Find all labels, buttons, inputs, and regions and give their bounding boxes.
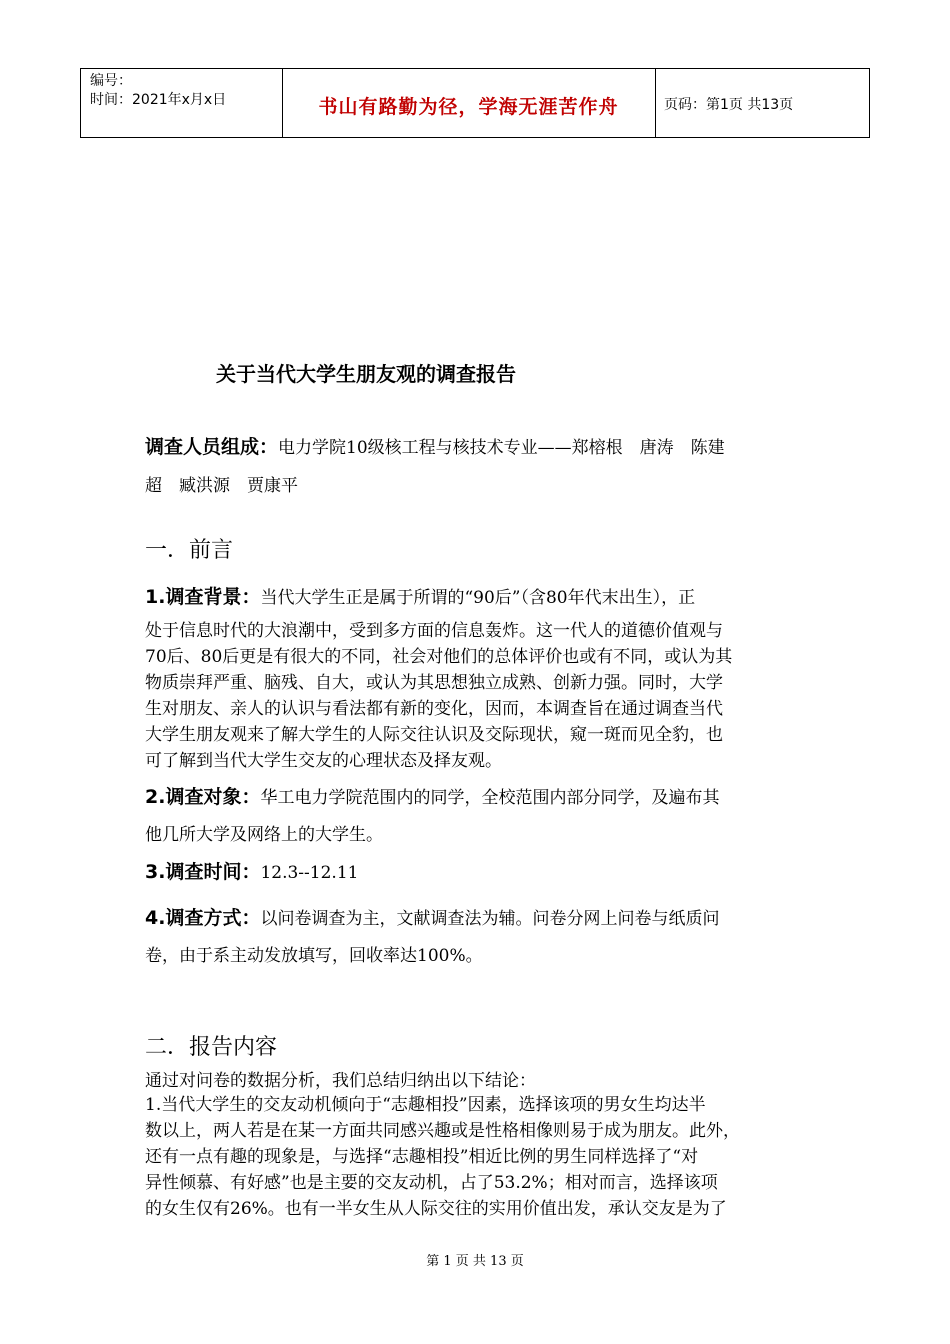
content-line: 还有一点有趣的现象是，与选择“志趣相投”相近比例的男生同样选择了“对 [145, 1147, 699, 1167]
header-divider [655, 69, 656, 137]
members-text-line1: 电力学院10级核工程与核技术专业——郑榕根 唐涛 陈建 [278, 438, 725, 458]
object-paragraph [145, 783, 810, 845]
members-block [145, 432, 810, 496]
header-divider [869, 69, 870, 137]
background-line: 生对朋友、亲人的认识与看法都有新的变化，因而，本调查旨在通过调查当代 [145, 699, 723, 719]
members-text-line2: 超 臧洪源 贾康平 [145, 476, 298, 496]
background-line: 70后、80后更是有很大的不同，社会对他们的总体评价也或有不同，或认为其 [145, 647, 733, 667]
method-label: 4.调查方式： [145, 907, 261, 929]
section-heading-content: 二．报告内容 [145, 1035, 278, 1060]
method-paragraph [145, 904, 810, 966]
background-paragraph [145, 583, 810, 774]
object-second-line: 他几所大学及网络上的大学生。 [145, 825, 383, 845]
header-divider [80, 69, 81, 137]
content-line: 异性倾慕、有好感”也是主要的交友动机，占了53.2%；相对而言，选择该项 [145, 1173, 718, 1193]
background-line: 可了解到当代大学生交友的心理状态及择友观。 [145, 751, 502, 771]
page-footer: 第 1 页 共 13 页 [426, 1254, 524, 1269]
time-label: 3.调查时间： [145, 861, 261, 883]
method-first-line: 以问卷调查为主，文献调查法为辅。问卷分网上问卷与纸质问 [260, 909, 720, 929]
background-label: 1.调查背景： [145, 586, 261, 608]
content-line: 1.当代大学生的交友动机倾向于“志趣相投”因素，选择该项的男女生均达半 [145, 1095, 706, 1115]
object-label: 2.调查对象： [145, 786, 261, 808]
header-motto: 书山有路勤为径，学海无涯苦作舟 [318, 96, 619, 118]
content-paragraph [145, 1070, 810, 1222]
header-left [90, 72, 226, 110]
content-line: 通过对问卷的数据分析，我们总结归纳出以下结论： [145, 1071, 536, 1091]
date-label: 时间：2021年x月x日 [90, 92, 227, 108]
background-first-line: 当代大学生正是属于所谓的“90后”（含80年代末出生），正 [260, 588, 696, 608]
content-line: 数以上，两人若是在某一方面共同感兴趣或是性格相像则易于成为朋友。此外， [145, 1121, 740, 1141]
background-line: 物质崇拜严重、脑残、自大，或认为其思想独立成熟、创新力强。同时，大学 [145, 673, 723, 693]
header-page-info: 页码：第1页 共13页 [664, 97, 794, 113]
content-line: 的女生仅有26%。也有一半女生从人际交往的实用价值出发，承认交友是为了 [145, 1199, 727, 1219]
background-line: 处于信息时代的大浪潮中，受到多方面的信息轰炸。这一代人的道德价值观与 [145, 621, 723, 641]
time-paragraph [145, 857, 810, 884]
page-header [80, 68, 870, 138]
time-value: 12.3--12.11 [260, 863, 359, 883]
members-label: 调查人员组成： [145, 436, 279, 458]
object-first-line: 华工电力学院范围内的同学，全校范围内部分同学，及遍布其 [260, 788, 720, 808]
method-second-line: 卷，由于系主动发放填写，回收率达100%。 [145, 946, 483, 966]
document-title: 关于当代大学生朋友观的调查报告 [216, 362, 516, 386]
section-heading-preface: 一．前言 [145, 538, 234, 563]
background-line: 大学生朋友观来了解大学生的人际交往认识及交际现状，窥一斑而见全豹，也 [145, 725, 723, 745]
number-label: 编号： [90, 73, 132, 89]
